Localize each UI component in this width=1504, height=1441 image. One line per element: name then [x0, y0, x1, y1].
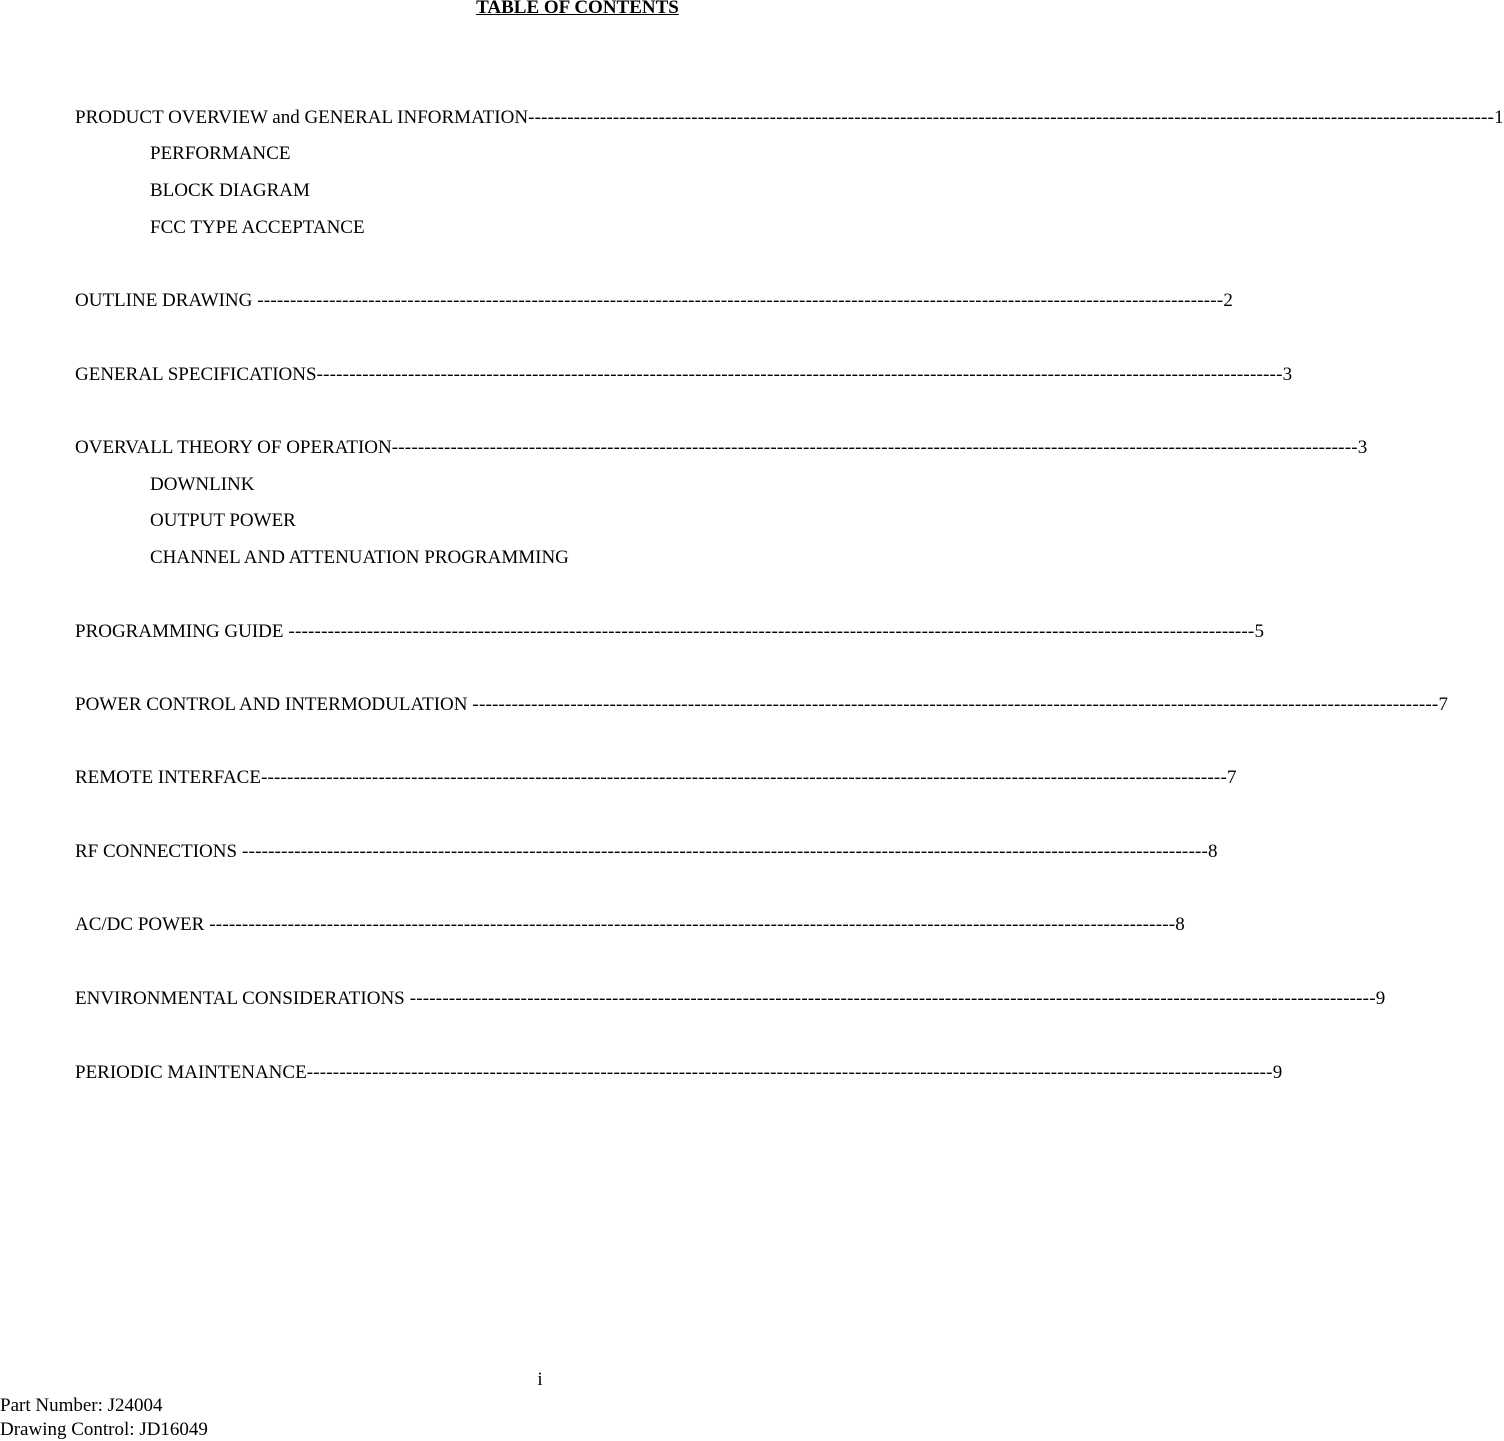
toc-entry-page: 8 [1175, 914, 1185, 935]
toc-entry-ac-dc-power[interactable] [75, 914, 1185, 936]
toc-entry-general-specifications[interactable] [75, 364, 1293, 386]
toc-entry-label: ENVIRONMENTAL CONSIDERATIONS [75, 988, 405, 1009]
toc-entry-label: OUTLINE DRAWING [75, 290, 253, 311]
page-title: TABLE OF CONTENTS [476, 0, 679, 18]
toc-entry-outline-drawing[interactable] [75, 290, 1233, 312]
toc-entry-page: 1 [1494, 107, 1504, 128]
toc-entry-periodic-maintenance[interactable] [75, 1062, 1283, 1084]
toc-entry-label: GENERAL SPECIFICATIONS [75, 364, 317, 385]
toc-entry-environmental-considerations[interactable] [75, 988, 1386, 1010]
dot-leader: ---------------------------------------------------------------------------------------------------------------------------------------------------- [316, 364, 1283, 385]
toc-entry-page: 7 [1438, 694, 1448, 715]
toc-entry-page: 3 [1357, 437, 1368, 458]
toc-subitem-performance[interactable]: PERFORMANCE [150, 143, 291, 164]
toc-entry-label: REMOTE INTERFACE [75, 767, 261, 788]
toc-entry-page: 7 [1226, 767, 1237, 788]
toc-subitem-block-diagram[interactable]: BLOCK DIAGRAM [150, 180, 310, 201]
toc-entry-label: PRODUCT OVERVIEW and GENERAL INFORMATION [75, 107, 529, 128]
toc-entry-label: AC/DC POWER [75, 914, 205, 935]
toc-entry-label: OVERVALL THEORY OF OPERATION [75, 437, 392, 458]
footer-part-number: Part Number: J24004 [0, 1395, 163, 1416]
toc-entry-page: 9 [1272, 1062, 1283, 1083]
toc-entry-page: 2 [1223, 290, 1233, 311]
toc-entry-label: RF CONNECTIONS [75, 841, 238, 862]
toc-subitem-output-power[interactable]: OUTPUT POWER [150, 510, 296, 531]
toc-subitem-channel-attenuation[interactable]: CHANNEL AND ATTENUATION PROGRAMMING [150, 547, 569, 568]
toc-entry-page: 8 [1208, 841, 1218, 862]
toc-subitem-downlink[interactable]: DOWNLINK [150, 474, 255, 495]
dot-leader: ---------------------------------------------------------------------------------------------------------------------------------------------------- [528, 107, 1495, 128]
dot-leader: ---------------------------------------------------------------------------------------------------------------------------------------------------- [391, 437, 1358, 458]
dot-leader: ---------------------------------------------------------------------------------------------------------------------------------------------------- [204, 914, 1176, 935]
toc-entry-label: PROGRAMMING GUIDE [75, 621, 284, 642]
dot-leader: ---------------------------------------------------------------------------------------------------------------------------------------------------- [252, 290, 1224, 311]
dot-leader: ---------------------------------------------------------------------------------------------------------------------------------------------------- [467, 694, 1439, 715]
toc-entry-rf-connections[interactable] [75, 841, 1218, 863]
toc-entry-remote-interface[interactable] [75, 767, 1237, 789]
toc-entry-page: 3 [1282, 364, 1293, 385]
toc-entry-theory-of-operation[interactable] [75, 437, 1368, 459]
dot-leader: ---------------------------------------------------------------------------------------------------------------------------------------------------- [306, 1062, 1273, 1083]
footer-drawing-control: Drawing Control: JD16049 [0, 1419, 208, 1440]
toc-entry-page: 5 [1254, 621, 1264, 642]
dot-leader: ---------------------------------------------------------------------------------------------------------------------------------------------------- [404, 988, 1376, 1009]
toc-entry-power-control[interactable] [75, 694, 1448, 716]
toc-entry-product-overview[interactable] [75, 107, 1504, 129]
toc-entry-programming-guide[interactable] [75, 621, 1264, 643]
page-number: i [537, 1369, 543, 1390]
toc-entry-page: 9 [1375, 988, 1386, 1009]
dot-leader: ---------------------------------------------------------------------------------------------------------------------------------------------------- [283, 621, 1255, 642]
toc-entry-label: PERIODIC MAINTENANCE [75, 1062, 307, 1083]
dot-leader: ---------------------------------------------------------------------------------------------------------------------------------------------------- [260, 767, 1227, 788]
toc-entry-label: POWER CONTROL AND INTERMODULATION [75, 694, 468, 715]
dot-leader: ---------------------------------------------------------------------------------------------------------------------------------------------------- [237, 841, 1209, 862]
toc-subitem-fcc-type-acceptance[interactable]: FCC TYPE ACCEPTANCE [150, 217, 365, 238]
